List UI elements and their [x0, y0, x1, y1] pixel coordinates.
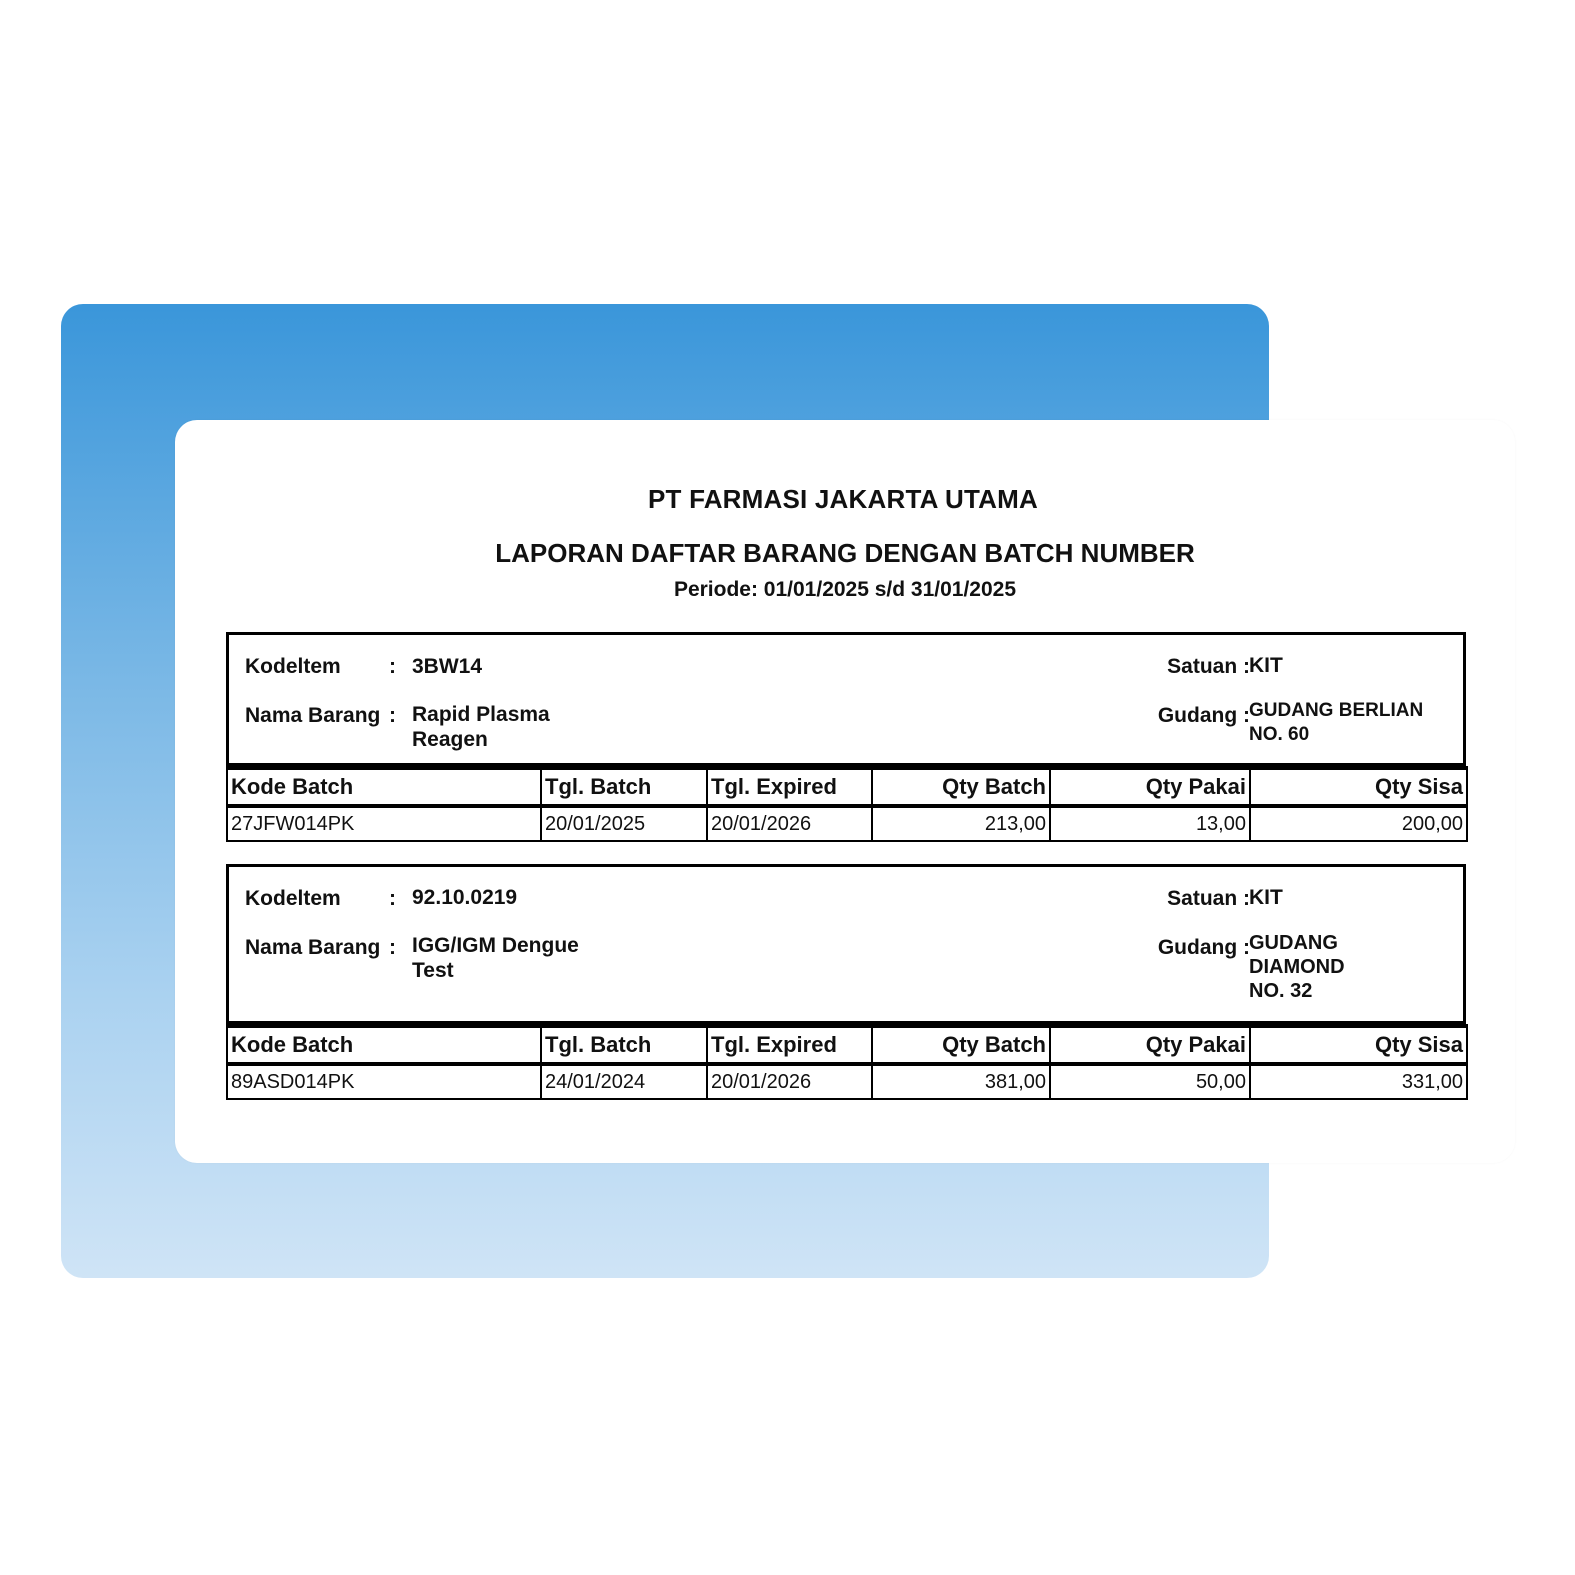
- cell-tgl-batch: 20/01/2025: [541, 806, 707, 841]
- cell-kode-batch: 27JFW014PK: [227, 806, 541, 841]
- nama-barang-line: Rapid Plasma: [412, 703, 550, 726]
- nama-barang-line: IGG/IGM Dengue: [412, 934, 579, 957]
- gudang-line: DIAMOND: [1249, 956, 1345, 978]
- kode-item-colon: :: [389, 655, 396, 678]
- col-header: Qty Sisa: [1250, 768, 1467, 806]
- gudang-line: NO. 60: [1249, 724, 1310, 745]
- col-header: Tgl. Batch: [541, 1026, 707, 1064]
- report-title: LAPORAN DAFTAR BARANG DENGAN BATCH NUMBER: [495, 538, 1195, 568]
- item-header: [226, 632, 1466, 766]
- gudang-label: Gudang :: [1157, 936, 1250, 959]
- col-header: Tgl. Expired: [707, 768, 872, 806]
- satuan-value: KIT: [1249, 654, 1283, 677]
- cell-kode-batch: 89ASD014PK: [227, 1064, 541, 1099]
- batch-table: [226, 1024, 1468, 1100]
- nama-barang-label: Nama Barang: [245, 704, 381, 727]
- col-header: Qty Pakai: [1050, 1026, 1250, 1064]
- cell-tgl-batch: 24/01/2024: [541, 1064, 707, 1099]
- nama-barang-value: [412, 933, 652, 983]
- report-card: [175, 420, 1515, 1163]
- nama-barang-line: Reagen: [412, 728, 488, 751]
- cell-tgl-expired: 20/01/2026: [707, 1064, 872, 1099]
- item-section: [226, 632, 1466, 842]
- kode-item-value: 3BW14: [412, 655, 483, 678]
- table-row: [227, 806, 1467, 841]
- company-name: PT FARMASI JAKARTA UTAMA: [648, 484, 1038, 514]
- satuan-label: Satuan :: [1167, 655, 1250, 678]
- satuan-value: KIT: [1249, 886, 1283, 909]
- nama-barang-line: Test: [412, 959, 454, 982]
- nama-barang-value: [412, 702, 652, 752]
- gudang-value: [1249, 699, 1449, 747]
- gudang-line: GUDANG BERLIAN: [1249, 700, 1424, 721]
- col-header: Qty Batch: [872, 1026, 1050, 1064]
- col-header: Qty Sisa: [1250, 1026, 1467, 1064]
- cell-qty-pakai: 13,00: [1050, 806, 1250, 841]
- col-header: Qty Batch: [872, 768, 1050, 806]
- gudang-line: NO. 32: [1249, 980, 1313, 1002]
- gudang-line: GUDANG: [1249, 932, 1338, 954]
- table-row: [227, 1064, 1467, 1099]
- kode-item-value: 92.10.0219: [412, 886, 518, 909]
- cell-qty-sisa: 200,00: [1250, 806, 1467, 841]
- kode-item-colon: :: [389, 887, 396, 910]
- col-header: Qty Pakai: [1050, 768, 1250, 806]
- batch-table: [226, 766, 1468, 842]
- satuan-label: Satuan :: [1167, 887, 1250, 910]
- col-header: Tgl. Expired: [707, 1026, 872, 1064]
- table-header-row: [227, 768, 1467, 806]
- nama-barang-colon: :: [389, 704, 396, 727]
- col-header: Kode Batch: [227, 1026, 541, 1064]
- kode-item-label: Kodeltem: [245, 887, 341, 910]
- table-header-row: [227, 1026, 1467, 1064]
- cell-qty-batch: 381,00: [872, 1064, 1050, 1099]
- cell-qty-pakai: 50,00: [1050, 1064, 1250, 1099]
- gudang-label: Gudang :: [1157, 704, 1250, 727]
- nama-barang-colon: :: [389, 936, 396, 959]
- item-header: [226, 864, 1466, 1024]
- cell-qty-batch: 213,00: [872, 806, 1050, 841]
- item-section: [226, 864, 1466, 1100]
- col-header: Tgl. Batch: [541, 768, 707, 806]
- gudang-value: [1249, 931, 1449, 1003]
- kode-item-label: Kodeltem: [245, 655, 341, 678]
- nama-barang-label: Nama Barang: [245, 936, 381, 959]
- cell-tgl-expired: 20/01/2026: [707, 806, 872, 841]
- report-period: Periode: 01/01/2025 s/d 31/01/2025: [673, 578, 1017, 601]
- cell-qty-sisa: 331,00: [1250, 1064, 1467, 1099]
- col-header: Kode Batch: [227, 768, 541, 806]
